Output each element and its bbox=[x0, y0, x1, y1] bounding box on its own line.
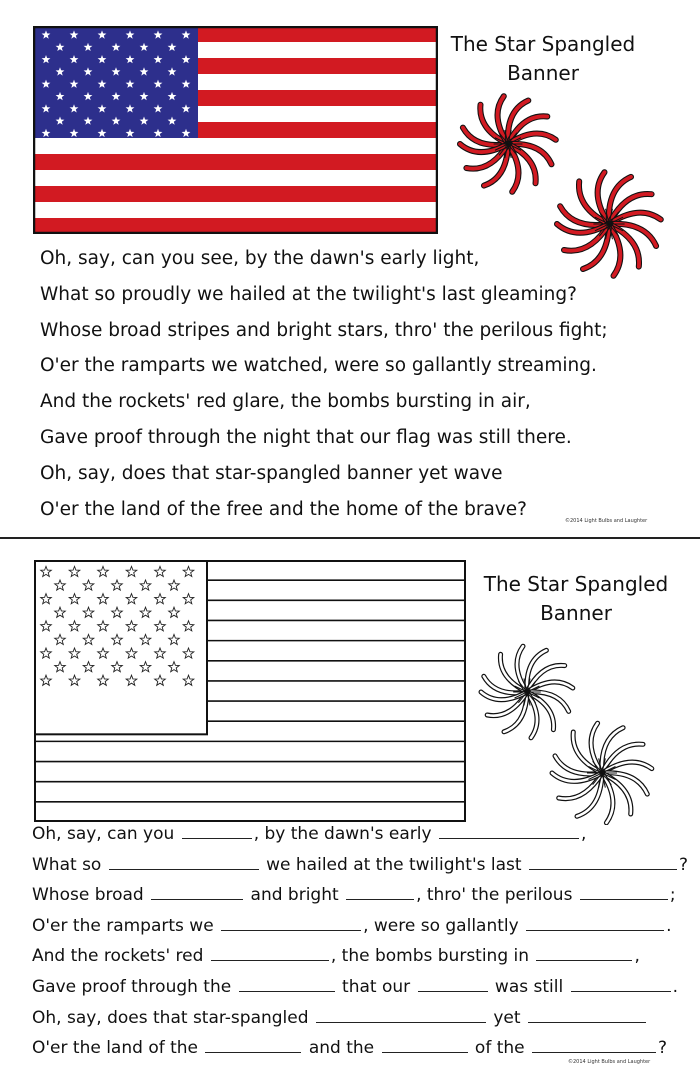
fill-in-blank[interactable] bbox=[526, 916, 664, 931]
lyric-text: What so bbox=[32, 854, 107, 875]
lyric-text: Oh, say, does that star-spangled bbox=[32, 1007, 314, 1028]
fill-in-line bbox=[32, 972, 688, 1003]
lyric-line: And the rockets' red glare, the bombs bursting in air, bbox=[40, 391, 531, 413]
lyric-text: Gave proof through the bbox=[32, 976, 237, 997]
lyric-text: , thro' the perilous bbox=[416, 885, 578, 906]
fill-in-blank[interactable] bbox=[536, 946, 632, 961]
fill-in-line bbox=[32, 819, 688, 850]
lyric-text: Whose broad bbox=[32, 885, 150, 906]
fill-in-blank[interactable] bbox=[205, 1038, 301, 1053]
lyric-text: And the rockets' red bbox=[32, 946, 209, 967]
lyric-line: Whose broad stripes and bright stars, thro' the perilous fight; bbox=[40, 319, 608, 341]
lyric-text: , the bombs bursting in bbox=[330, 946, 535, 967]
anthem-lyrics bbox=[40, 241, 608, 527]
title-line-1: The Star Spangled bbox=[450, 32, 636, 56]
american-flag-color-illustration bbox=[33, 26, 438, 234]
fill-in-line bbox=[32, 850, 688, 881]
lyric-text: , bbox=[580, 824, 587, 844]
lyric-text: , by the dawn's early bbox=[253, 824, 437, 844]
title-line-1: The Star Spangled bbox=[483, 572, 669, 596]
lyric-text: , bbox=[634, 946, 640, 967]
flag-stripe bbox=[33, 186, 438, 202]
lyric-text: . bbox=[672, 976, 679, 997]
fill-in-blank[interactable] bbox=[346, 885, 414, 900]
lyric-text: , were so gallantly bbox=[363, 915, 525, 936]
fill-in-blank[interactable] bbox=[529, 855, 677, 870]
lyric-text: and the bbox=[303, 1038, 380, 1059]
firework-outline-icon bbox=[540, 715, 666, 825]
lyric-text: O'er the land of the bbox=[32, 1038, 204, 1059]
lyric-text: ? bbox=[658, 1038, 668, 1059]
fill-in-blank[interactable] bbox=[211, 946, 329, 961]
american-flag-outline-illustration bbox=[34, 560, 466, 822]
lyric-text: . bbox=[666, 915, 672, 936]
fill-in-blank[interactable] bbox=[221, 916, 361, 931]
fill-in-blank[interactable] bbox=[532, 1038, 656, 1053]
lyric-text: Oh, say, can you bbox=[32, 824, 180, 844]
fill-in-blank[interactable] bbox=[382, 1038, 468, 1053]
lyric-text: O'er the ramparts we bbox=[32, 915, 220, 936]
page-title bbox=[448, 30, 638, 88]
lyric-text: was still bbox=[489, 976, 569, 997]
fill-in-line bbox=[32, 1003, 688, 1034]
lyric-text: we hailed at the twilight's last bbox=[260, 854, 527, 875]
lyric-line: O'er the land of the free and the home of the brave? bbox=[40, 498, 527, 520]
colored-lyrics-panel bbox=[0, 0, 700, 538]
worksheet-title bbox=[478, 570, 674, 628]
title-line-2: Banner bbox=[540, 601, 612, 625]
lyric-text: ; bbox=[669, 885, 676, 906]
fill-in-blank[interactable] bbox=[580, 885, 668, 900]
copyright-note: ©2014 Light Bulbs and Laughter bbox=[568, 1059, 651, 1065]
fill-in-blank[interactable] bbox=[418, 977, 488, 992]
flag-canton-outline bbox=[35, 561, 207, 734]
flag-stripe bbox=[33, 154, 438, 170]
fill-in-blank[interactable] bbox=[571, 977, 671, 992]
lyric-line: Gave proof through the night that our flag was still there. bbox=[40, 426, 572, 448]
lyric-text: that our bbox=[336, 976, 416, 997]
fill-in-line bbox=[32, 911, 688, 942]
lyric-text: ? bbox=[678, 854, 688, 875]
lyric-text: yet bbox=[487, 1007, 526, 1028]
fill-in-blank[interactable] bbox=[316, 1008, 486, 1023]
fill-in-blank[interactable] bbox=[109, 855, 259, 870]
lyric-line: Oh, say, does that star-spangled banner yet wave bbox=[40, 462, 503, 484]
fill-in-blank[interactable] bbox=[439, 824, 579, 839]
lyric-text: and bright bbox=[245, 885, 345, 906]
fill-in-blank[interactable] bbox=[528, 1008, 646, 1023]
lyric-line: Oh, say, can you see, by the dawn's early light, bbox=[40, 248, 480, 269]
fill-in-blank[interactable] bbox=[239, 977, 335, 992]
fill-in-line bbox=[32, 941, 688, 972]
fill-in-blank[interactable] bbox=[182, 824, 252, 839]
lyric-line: What so proudly we hailed at the twilight's last gleaming? bbox=[40, 283, 577, 305]
copyright-note: ©2014 Light Bulbs and Laughter bbox=[565, 518, 648, 524]
lyric-text: of the bbox=[469, 1038, 531, 1059]
fill-in-lyrics bbox=[32, 819, 688, 1064]
section-divider bbox=[0, 537, 700, 539]
flag-stripe bbox=[33, 218, 438, 234]
fill-in-blank[interactable] bbox=[151, 885, 243, 900]
lyric-line: O'er the ramparts we watched, were so gallantly streaming. bbox=[40, 355, 597, 377]
title-line-2: Banner bbox=[507, 61, 579, 85]
fill-in-worksheet-panel bbox=[0, 540, 700, 1081]
fill-in-line bbox=[32, 880, 688, 911]
